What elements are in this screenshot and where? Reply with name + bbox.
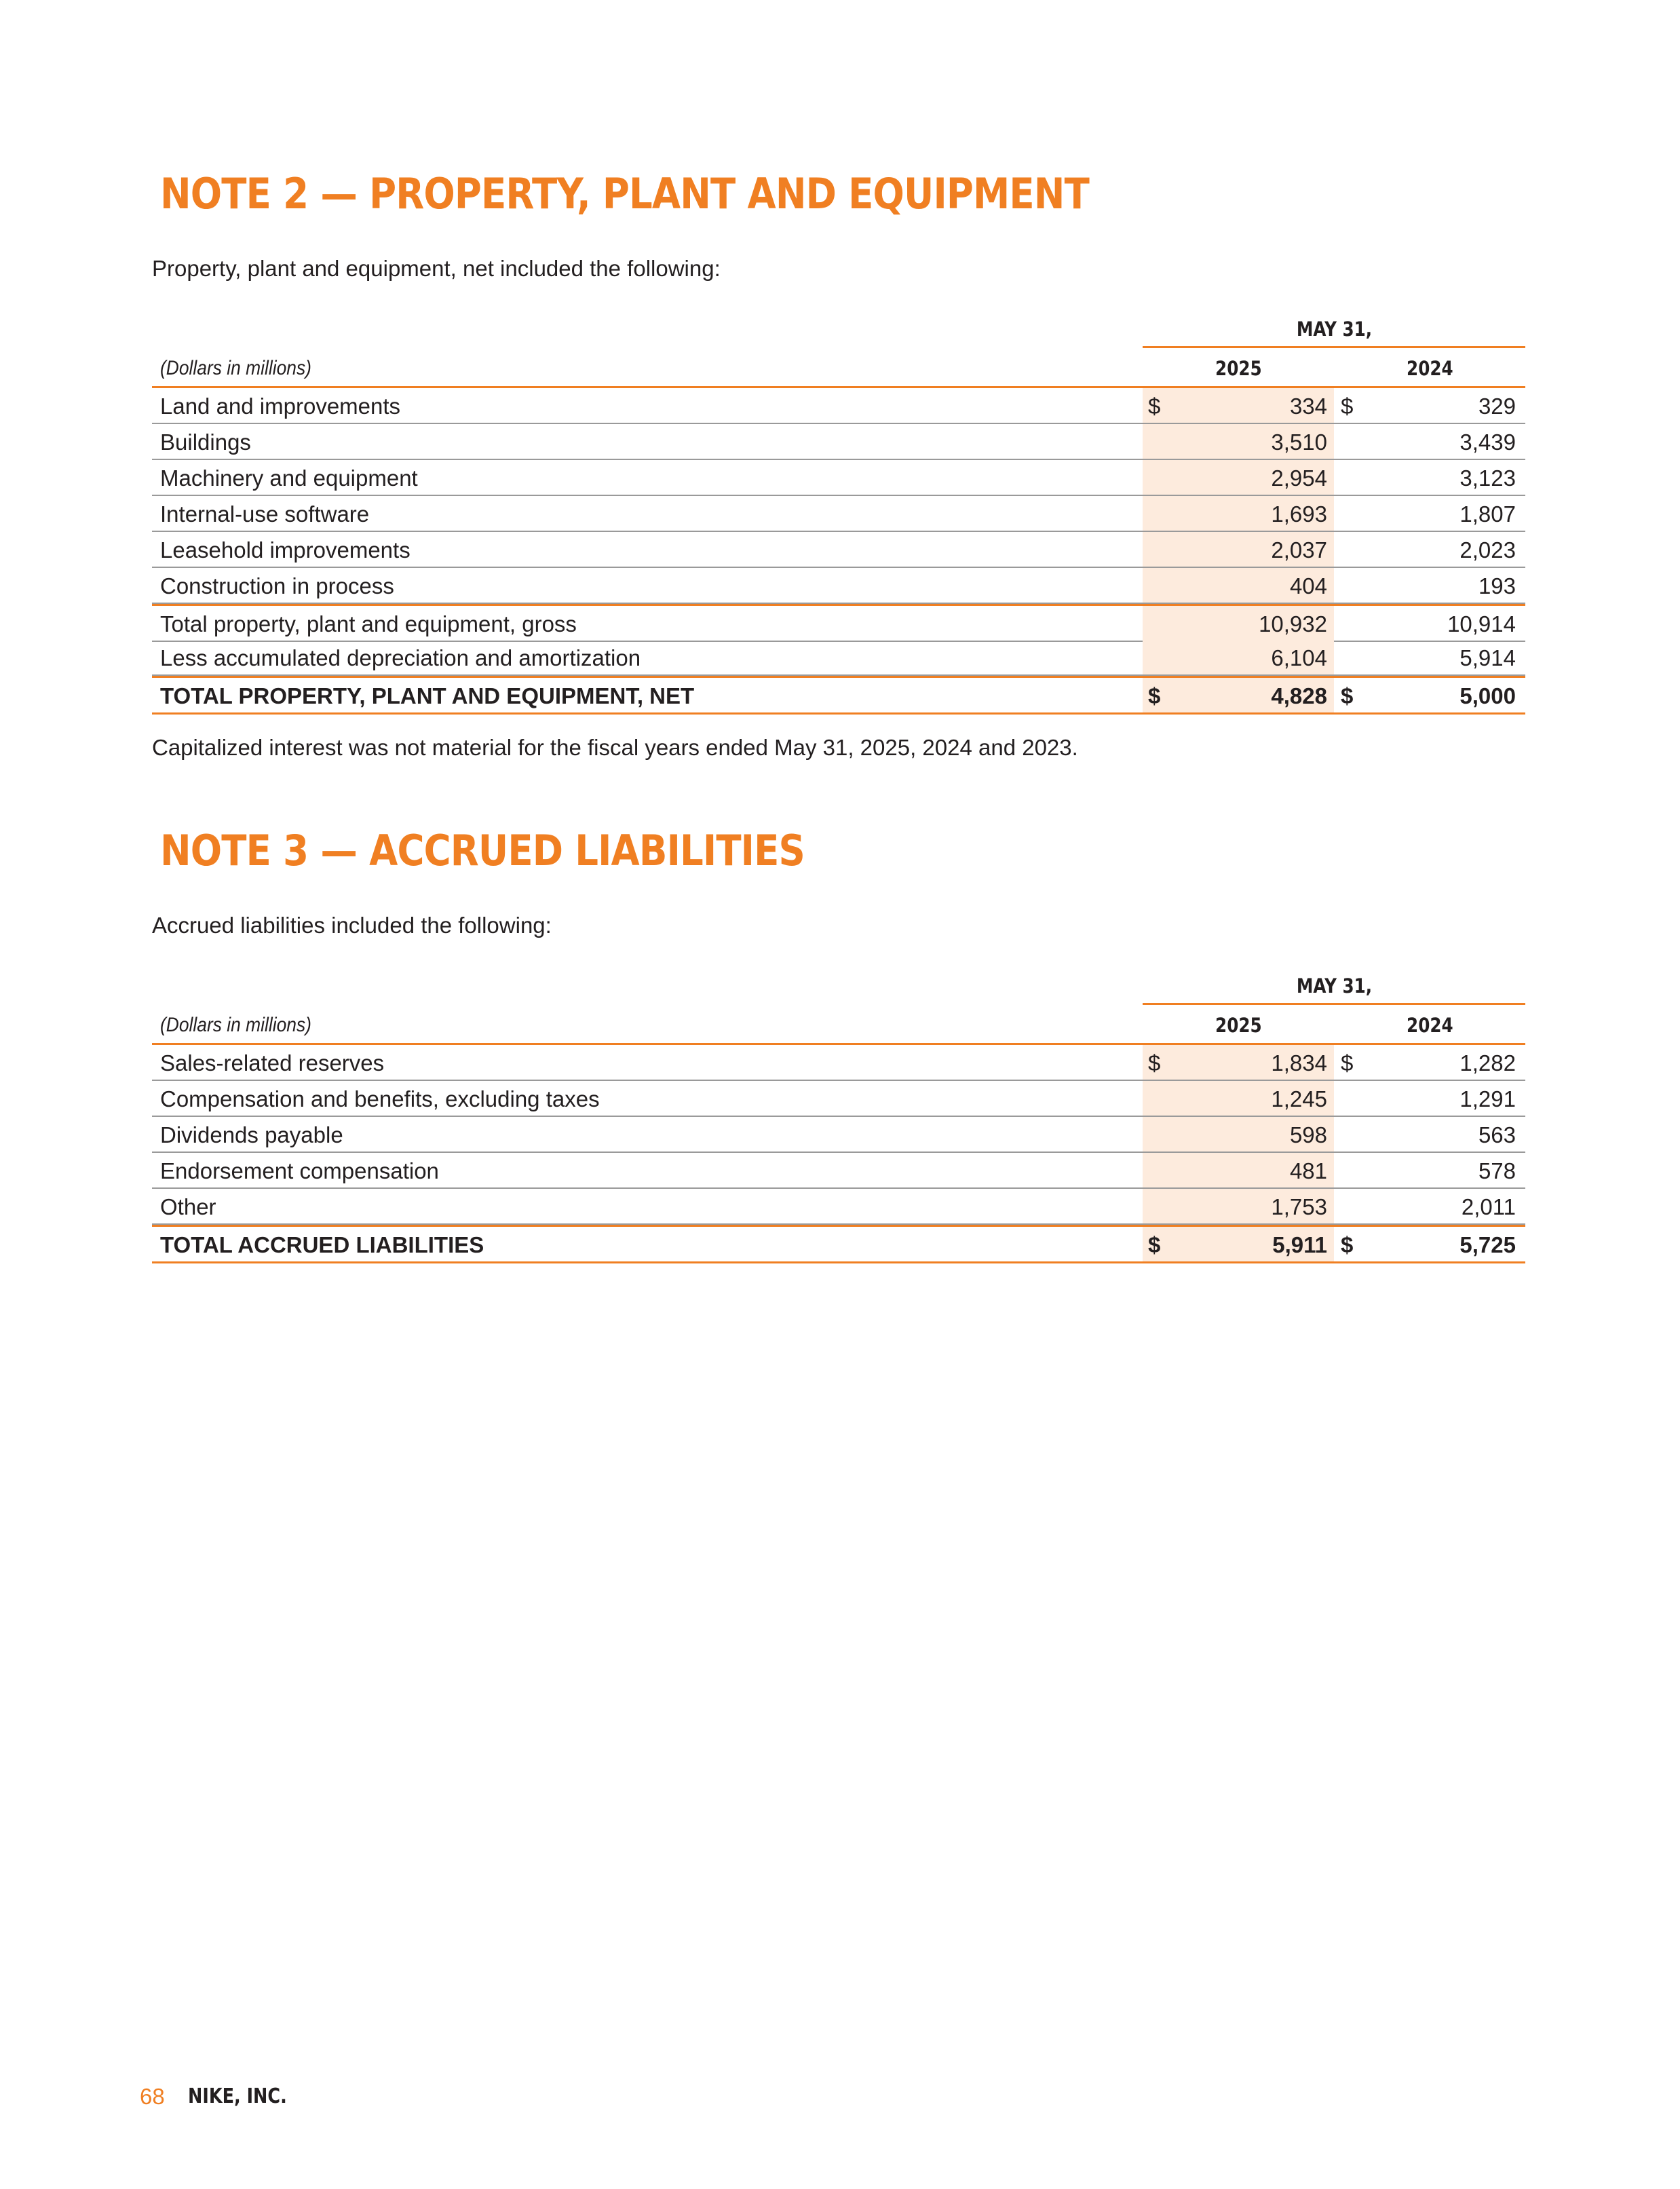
value-2025: 1,753 [1271,1194,1327,1219]
value-2024: 5,914 [1459,645,1516,670]
value-2025: 1,245 [1271,1086,1327,1111]
value-2024: 10,914 [1447,611,1516,636]
currency-symbol: $ [1148,1050,1161,1076]
table-row [152,460,1525,496]
currency-symbol: $ [1341,394,1354,419]
table-row [152,640,1525,676]
value-2024: 5,725 [1459,1232,1516,1257]
currency-symbol: $ [1148,394,1161,419]
row-label: Endorsement compensation [160,1158,439,1183]
value-2024: 2,011 [1461,1194,1516,1219]
row-label: Machinery and equipment [160,465,418,491]
value-2024: 1,282 [1459,1050,1516,1076]
value-2024: 3,123 [1459,465,1516,491]
row-label: Construction in process [160,573,394,598]
value-2025: 1,834 [1271,1050,1327,1076]
value-2025: 5,911 [1272,1232,1327,1257]
table-row [152,1189,1525,1225]
table-row [152,1081,1525,1117]
value-2025: 404 [1289,573,1327,598]
table-row [152,604,1525,642]
row-label: Dividends payable [160,1122,343,1147]
row-label: Buildings [160,430,251,455]
row-label: Sales-related reserves [160,1050,385,1076]
note3-title: NOTE 3 — ACCRUED LIABILITIES [160,826,805,875]
total-row [152,1225,1525,1263]
table-row [152,388,1525,424]
table-row [152,496,1525,532]
total-row [152,676,1525,715]
value-2025: 6,104 [1271,645,1327,670]
value-2025: 10,932 [1259,611,1327,636]
row-label: Total property, plant and equipment, gross [160,611,577,636]
row-label: Internal-use software [160,501,370,527]
table-row [152,424,1525,460]
row-label: Other [160,1194,216,1219]
currency-symbol: $ [1341,1232,1354,1257]
currency-symbol: $ [1341,1050,1354,1076]
company-name: NIKE, INC. [187,2085,287,2108]
note2-intro: Property, plant and equipment, net included the following: [152,256,721,281]
year-2025-header: 2025 [1215,1014,1262,1037]
note3-intro: Accrued liabilities included the following: [152,913,552,938]
currency-symbol: $ [1148,683,1161,708]
value-2024: 5,000 [1459,683,1516,708]
table-row [152,1153,1525,1189]
year-2024-header: 2024 [1406,357,1453,380]
value-2024: 1,291 [1459,1086,1516,1111]
value-2024: 563 [1478,1122,1516,1147]
value-2025: 481 [1289,1158,1327,1183]
period-header: MAY 31, [1143,312,1525,348]
row-label: Land and improvements [160,394,401,419]
page-number: 68 [140,2084,165,2109]
value-2024: 329 [1478,394,1516,419]
table-row [152,1117,1525,1153]
row-label: Leasehold improvements [160,537,411,563]
table-row [152,568,1525,604]
period-header: MAY 31, [1143,969,1525,1005]
value-2025: 4,828 [1271,683,1327,708]
table-row [152,1045,1525,1081]
table-header [152,1005,1525,1045]
table-row [152,532,1525,568]
value-2024: 1,807 [1459,501,1516,527]
value-2025: 1,693 [1271,501,1327,527]
row-label: TOTAL ACCRUED LIABILITIES [160,1232,484,1257]
value-2025: 3,510 [1271,430,1327,455]
note2-footnote: Capitalized interest was not material for the fiscal years ended May 31, 2025, 2024 and 2023. [152,735,1078,760]
units-label: (Dollars in millions) [160,357,311,379]
row-label: Less accumulated depreciation and amortization [160,645,641,670]
value-2025: 334 [1289,394,1327,419]
value-2024: 2,023 [1459,537,1516,563]
value-2024: 578 [1478,1158,1516,1183]
units-label: (Dollars in millions) [160,1014,311,1036]
value-2025: 2,954 [1271,465,1327,491]
value-2025: 2,037 [1271,537,1327,563]
year-2024-header: 2024 [1406,1014,1453,1037]
note2-title: NOTE 2 — PROPERTY, PLANT AND EQUIPMENT [160,169,1089,218]
value-2024: 193 [1478,573,1516,598]
page-footer [140,2080,304,2113]
row-label: TOTAL PROPERTY, PLANT AND EQUIPMENT, NET [160,683,695,708]
currency-symbol: $ [1341,683,1354,708]
currency-symbol: $ [1148,1232,1161,1257]
row-label: Compensation and benefits, excluding taxes [160,1086,600,1111]
year-2025-header: 2025 [1215,357,1262,380]
table-header [152,348,1525,388]
value-2025: 598 [1289,1122,1327,1147]
value-2024: 3,439 [1459,430,1516,455]
